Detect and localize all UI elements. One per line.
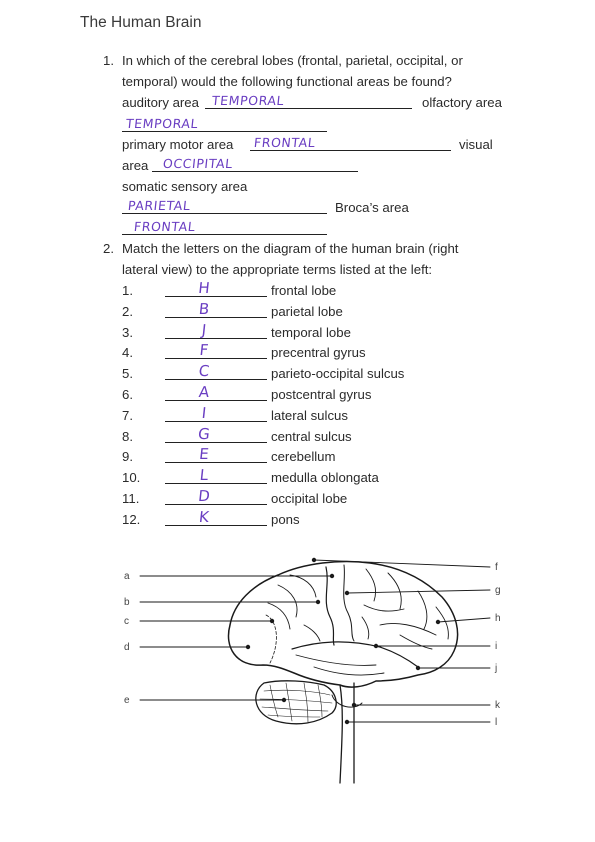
central-sulcus: [326, 567, 334, 645]
match-term: parietal lobe: [271, 303, 343, 319]
q1-text-line1: In which of the cerebral lobes (frontal, parietal, occipital, or: [122, 53, 463, 68]
match-item-number: 11.: [122, 491, 140, 506]
visual-area-label-1: visual: [459, 137, 493, 152]
match-term: occipital lobe: [271, 491, 348, 506]
match-answer-letter: G: [197, 424, 211, 443]
match-answer-letter: A: [197, 383, 211, 401]
brainstem: [340, 683, 354, 783]
match-item-number: 8.: [122, 428, 133, 444]
match-answer-letter: C: [197, 362, 211, 381]
diagram-label-h: h: [495, 613, 501, 624]
match-answer-letter: E: [198, 445, 210, 464]
match-term: medulla oblongata: [271, 470, 379, 486]
match-term: cerebellum: [271, 449, 336, 465]
match-term: frontal lobe: [271, 283, 337, 298]
diagram-label-k: k: [495, 700, 500, 711]
somatic-answer: PARIETAL: [127, 198, 192, 213]
match-term: temporal lobe: [271, 324, 351, 340]
diagram-label-a: a: [124, 571, 130, 582]
match-item-number: 6.: [122, 387, 133, 402]
match-term: pons: [271, 511, 300, 527]
match-term: central sulcus: [271, 428, 352, 444]
q2-number: 2.: [103, 241, 114, 256]
match-answer-letter: H: [197, 279, 211, 297]
diagram-label-g: g: [495, 585, 501, 596]
match-answer-letter: J: [200, 320, 208, 339]
match-term: lateral sulcus: [271, 407, 348, 423]
q1-text-line2: temporal) would the following functional areas be found?: [122, 74, 452, 89]
q2-text-line1: Match the letters on the diagram of the human brain (right: [122, 241, 459, 256]
visual-area-label-2: area: [122, 158, 149, 173]
match-item-number: 1.: [122, 283, 133, 298]
diagram-label-i: i: [495, 641, 498, 652]
match-answer-letter: D: [197, 487, 211, 505]
diagram-label-b: b: [124, 597, 130, 608]
match-answer-letter: I: [200, 403, 208, 422]
primary-motor-answer: FRONTAL: [253, 135, 317, 150]
match-term: parieto-occipital sulcus: [271, 366, 405, 382]
q2-text-line2: lateral view) to the appropriate terms listed at the left:: [122, 262, 433, 277]
match-item-number: 9.: [122, 449, 133, 465]
brain-diagram: [118, 555, 518, 785]
match-term: precentral gyrus: [271, 345, 366, 361]
match-item-number: 4.: [122, 345, 133, 361]
brocas-area-label: Broca’s area: [335, 200, 409, 215]
match-item-number: 10.: [122, 470, 141, 486]
broca-answer: FRONTAL: [133, 219, 197, 234]
page-title: The Human Brain: [80, 14, 202, 31]
auditory-area-label: auditory area: [122, 95, 199, 110]
diagram-label-e: e: [124, 695, 130, 706]
somatic-sensory-area-label: somatic sensory area: [122, 179, 248, 194]
olfactory-area-label: olfactory area: [422, 95, 502, 110]
visual-answer: OCCIPITAL: [162, 156, 234, 171]
diagram-label-l: l: [495, 717, 498, 728]
match-answer-letter: F: [198, 341, 210, 360]
match-term: postcentral gyrus: [271, 387, 372, 402]
auditory-answer: TEMPORAL: [211, 93, 285, 108]
match-answer-letter: B: [197, 299, 211, 318]
match-item-number: 12.: [122, 511, 141, 527]
primary-motor-area-label: primary motor area: [122, 137, 234, 152]
match-answer-letter: L: [198, 466, 210, 485]
match-item-number: 3.: [122, 324, 133, 340]
q1-number: 1.: [103, 53, 114, 68]
diagram-label-f: f: [495, 562, 498, 573]
match-item-number: 7.: [122, 407, 133, 423]
diagram-label-d: d: [124, 642, 130, 653]
match-answer-letter: K: [198, 507, 210, 526]
match-item-number: 5.: [122, 366, 133, 382]
diagram-label-j: j: [495, 663, 498, 674]
match-item-number: 2.: [122, 303, 133, 319]
diagram-label-c: c: [124, 616, 129, 627]
olfactory-answer: TEMPORAL: [125, 116, 199, 131]
